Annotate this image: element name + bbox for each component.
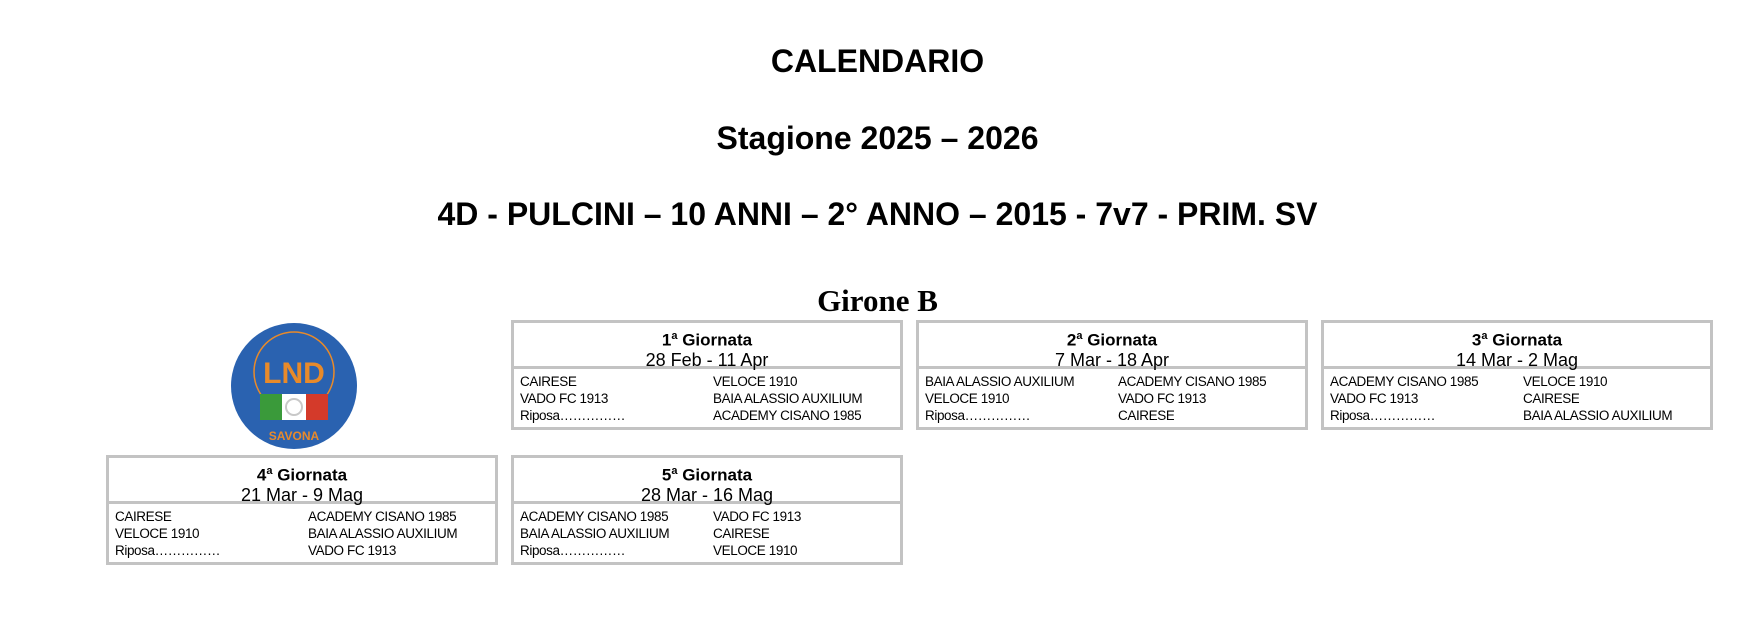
home-team: CAIRESE [115,509,172,524]
match-row [520,373,900,390]
match-row [115,525,495,542]
home-team: BAIA ALASSIO AUXILIUM [925,374,1075,389]
match-row [1330,390,1710,407]
round-card-5 [511,455,903,565]
home-team: BAIA ALASSIO AUXILIUM [520,526,670,541]
match-row [520,407,900,424]
match-row [520,542,900,559]
away-team: VELOCE 1910 [1523,374,1608,389]
match-row [925,407,1305,424]
away-team: VADO FC 1913 [713,509,801,524]
bye-team: ACADEMY CISANO 1985 [713,408,862,423]
page-title: CALENDARIO [770,43,985,79]
round-dates: 28 Feb - 11 Apr [645,349,769,370]
round-title: 3$^a$ Giornata [1471,330,1563,350]
category-title: 4D - PULCINI – 10 ANNI – 2° ANNO – 2015 - 7v7 - PRIM. SV [437,196,1318,232]
away-team: ACADEMY CISANO 1985 [1118,374,1267,389]
match-row [520,525,900,542]
round-header [109,458,495,504]
round-header [1324,323,1710,369]
home-team: VADO FC 1913 [520,391,608,406]
round-header [514,458,900,504]
round-title: 1$^a$ Giornata [661,330,753,350]
season-title: Stagione 2025 – 2026 [716,120,1039,156]
bye-team: CAIRESE [1118,408,1175,423]
round-header [514,323,900,369]
round-dates: 14 Mar - 2 Mag [1455,349,1579,370]
away-team: VELOCE 1910 [713,374,798,389]
round-dates: 28 Mar - 16 Mag [640,484,774,505]
home-team: VELOCE 1910 [115,526,200,541]
match-row [1330,373,1710,390]
round-card-2 [916,320,1308,430]
match-list [514,369,900,424]
away-team: BAIA ALASSIO AUXILIUM [713,391,863,406]
match-row [115,508,495,525]
lnd-savona-logo [230,322,358,450]
round-title: 5$^a$ Giornata [661,465,753,485]
bye-label: Riposa…………… [925,408,1031,423]
away-team: CAIRESE [1523,391,1580,406]
match-list [919,369,1305,424]
away-team: VADO FC 1913 [1118,391,1206,406]
logo-region-text: SAVONA [268,429,320,443]
match-list [1324,369,1710,424]
home-team: ACADEMY CISANO 1985 [520,509,669,524]
bye-team: VADO FC 1913 [308,543,396,558]
match-row [925,390,1305,407]
home-team: ACADEMY CISANO 1985 [1330,374,1479,389]
bye-label: Riposa…………… [520,543,626,558]
round-title: 2$^a$ Giornata [1066,330,1158,350]
round-title: 4$^a$ Giornata [256,465,348,485]
bye-label: Riposa…………… [115,543,221,558]
away-team: BAIA ALASSIO AUXILIUM [308,526,458,541]
match-row [520,390,900,407]
away-team: CAIRESE [713,526,770,541]
round-card-1 [511,320,903,430]
match-list [514,504,900,559]
logo-flag-green [260,394,282,420]
logo-lnd-text: LND [263,357,325,390]
home-team: VELOCE 1910 [925,391,1010,406]
bye-label: Riposa…………… [1330,408,1436,423]
bye-team: BAIA ALASSIO AUXILIUM [1523,408,1673,423]
home-team: VADO FC 1913 [1330,391,1418,406]
bye-team: VELOCE 1910 [713,543,798,558]
match-row [520,508,900,525]
match-list [109,504,495,559]
away-team: ACADEMY CISANO 1985 [308,509,457,524]
round-dates: 21 Mar - 9 Mag [240,484,364,505]
round-card-3 [1321,320,1713,430]
home-team: CAIRESE [520,374,577,389]
logo-flag-red [306,394,328,420]
bye-label: Riposa…………… [520,408,626,423]
match-row [115,542,495,559]
round-card-4 [106,455,498,565]
group-title: Girone B [817,283,938,318]
match-row [925,373,1305,390]
match-row [1330,407,1710,424]
round-dates: 7 Mar - 18 Apr [1054,349,1170,370]
round-header [919,323,1305,369]
